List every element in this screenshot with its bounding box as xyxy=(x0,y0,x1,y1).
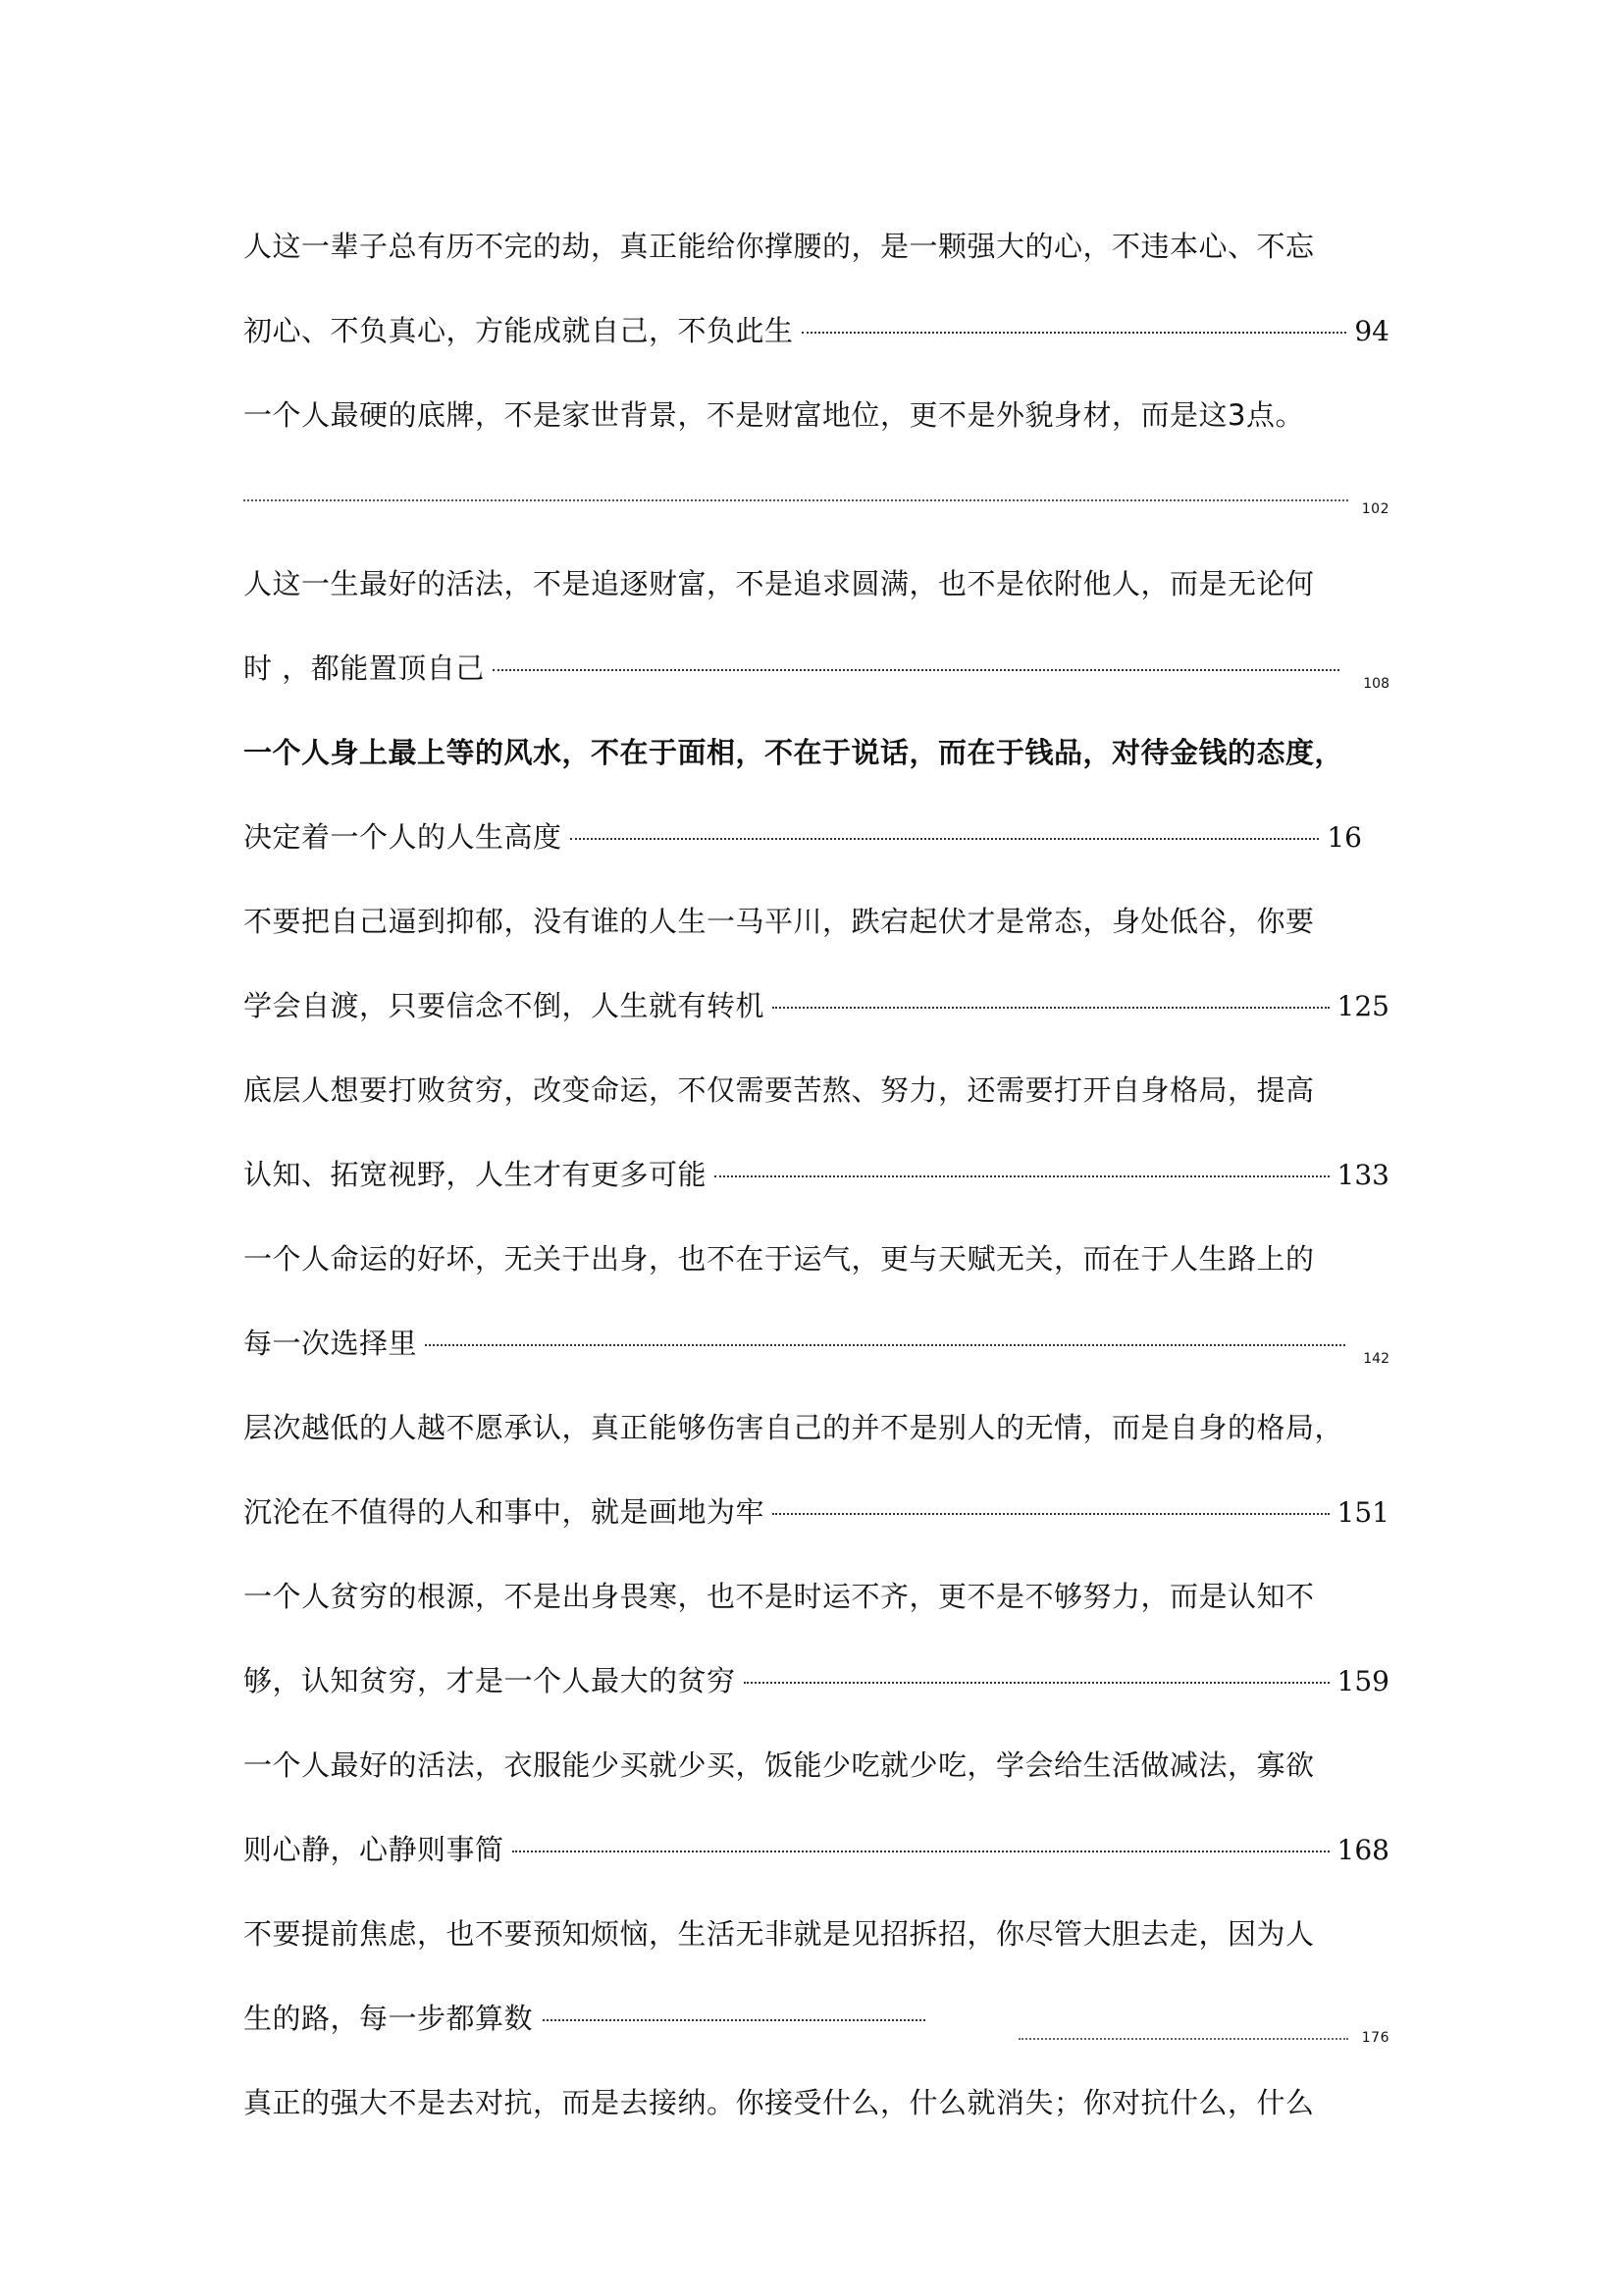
toc-entry-133[interactable] xyxy=(243,1146,1389,1230)
toc-text: 不要提前焦虑，也不要预知烦恼，生活无非就是见招拆招，你尽管大胆去走，因为人 xyxy=(243,1917,1315,1951)
toc-text: 沉沦在不值得的人和事中，就是画地为牢 xyxy=(243,1495,765,1529)
toc-line-3 xyxy=(243,387,1389,471)
dot-leader xyxy=(772,1513,1330,1515)
toc-entry-94[interactable] xyxy=(243,302,1389,387)
dot-leader xyxy=(1019,2038,1348,2040)
toc-text: 决定着一个人的人生高度 xyxy=(243,820,562,854)
toc-line-23 xyxy=(243,2074,1389,2159)
page-number: 133 xyxy=(1336,1159,1389,1191)
dot-leader xyxy=(243,499,1348,501)
toc-text: 一个人最硬的底牌，不是家世背景，不是财富地位，更不是外貌身材，而是这3点。 xyxy=(243,398,1304,432)
dot-leader xyxy=(714,1175,1330,1177)
page-number: 102 xyxy=(1361,501,1389,517)
toc-text: 初心、不负真心，方能成就自己，不负此生 xyxy=(243,314,794,347)
toc-entry-16[interactable] xyxy=(243,808,1362,893)
page-number: 108 xyxy=(1363,676,1389,692)
toc-line-11 xyxy=(243,1062,1389,1146)
toc-text: 真正的强大不是去对抗，而是去接纳。你接受什么，什么就消失；你对抗什么，什么 xyxy=(243,2086,1315,2119)
page-number: 125 xyxy=(1336,990,1389,1022)
toc-text: 生的路，每一步都算数 xyxy=(243,2002,534,2035)
dot-leader xyxy=(493,669,1340,671)
toc-entry-176[interactable] xyxy=(243,1990,1389,2074)
page-number: 151 xyxy=(1336,1496,1389,1529)
toc-line-1 xyxy=(243,218,1389,302)
page-number: 94 xyxy=(1354,315,1389,347)
toc-entry-159[interactable] xyxy=(243,1652,1389,1737)
toc-text: 底层人想要打败贫穷，改变命运，不仅需要苦熬、努力，还需要打开自身格局，提高 xyxy=(243,1073,1315,1107)
toc-entry-142[interactable] xyxy=(243,1315,1389,1399)
dot-leader xyxy=(744,1682,1330,1684)
toc-text: 够，认知贫穷，才是一个人最大的贫穷 xyxy=(243,1664,736,1697)
toc-text: 时 ，都能置顶自己 xyxy=(243,652,485,685)
page-number: 142 xyxy=(1363,1351,1389,1367)
toc-line-17 xyxy=(243,1568,1389,1652)
dot-leader xyxy=(512,1851,1330,1852)
toc-text: 人这一生最好的活法，不是追逐财富，不是追求圆满，也不是依附他人，而是无论何 xyxy=(243,567,1315,600)
toc-text: 一个人命运的好坏，无关于出身，也不在于运气，更与天赋无关，而在于人生路上的 xyxy=(243,1242,1315,1276)
page-number: 159 xyxy=(1336,1665,1389,1697)
toc-entry-168[interactable] xyxy=(243,1821,1389,1905)
toc-entry-125[interactable] xyxy=(243,977,1389,1062)
toc-text: 层次越低的人越不愿承认，真正能够伤害自己的并不是别人的无情，而是自身的格局， xyxy=(243,1411,1344,1444)
page-number: 16 xyxy=(1327,821,1362,854)
toc-entry-102[interactable] xyxy=(243,471,1389,555)
toc-entry-151[interactable] xyxy=(243,1484,1389,1568)
toc-text: 一个人身上最上等的风水，不在于面相，不在于说话，而在于钱品，对待金钱的态度， xyxy=(243,736,1344,769)
toc-text: 人这一辈子总有历不完的劫，真正能给你撑腰的，是一颗强大的心，不违本心、不忘 xyxy=(243,230,1315,263)
toc-text: 一个人贫穷的根源，不是出身畏寒，也不是时运不齐，更不是不够努力，而是认知不 xyxy=(243,1580,1315,1613)
dot-leader xyxy=(802,332,1347,334)
toc-line-9 xyxy=(243,893,1389,977)
toc-text: 学会自渡，只要信念不倒，人生就有转机 xyxy=(243,989,765,1022)
toc-line-15 xyxy=(243,1399,1389,1484)
toc-line-19 xyxy=(243,1737,1389,1821)
toc-line-13 xyxy=(243,1230,1389,1315)
toc-text: 认知、拓宽视野，人生才有更多可能 xyxy=(243,1158,707,1191)
toc-text: 每一次选择里 xyxy=(243,1327,418,1360)
dot-leader xyxy=(425,1344,1345,1346)
page-number: 168 xyxy=(1336,1834,1389,1866)
toc-text: 不要把自己逼到抑郁，没有谁的人生一马平川，跌宕起伏才是常态，身处低谷，你要 xyxy=(243,905,1315,938)
toc-entry-108[interactable] xyxy=(243,640,1389,724)
dot-leader xyxy=(570,838,1320,840)
dot-leader xyxy=(772,1007,1330,1009)
toc-text: 则心静，心静则事简 xyxy=(243,1833,504,1866)
table-of-contents xyxy=(243,218,1389,2159)
toc-line-7 xyxy=(243,724,1389,808)
dot-leader xyxy=(543,2019,925,2021)
toc-line-5 xyxy=(243,555,1389,640)
toc-text: 一个人最好的活法，衣服能少买就少买，饭能少吃就少吃，学会给生活做减法，寡欲 xyxy=(243,1748,1315,1782)
toc-line-21 xyxy=(243,1905,1389,1990)
page-number: 176 xyxy=(1361,2030,1389,2046)
